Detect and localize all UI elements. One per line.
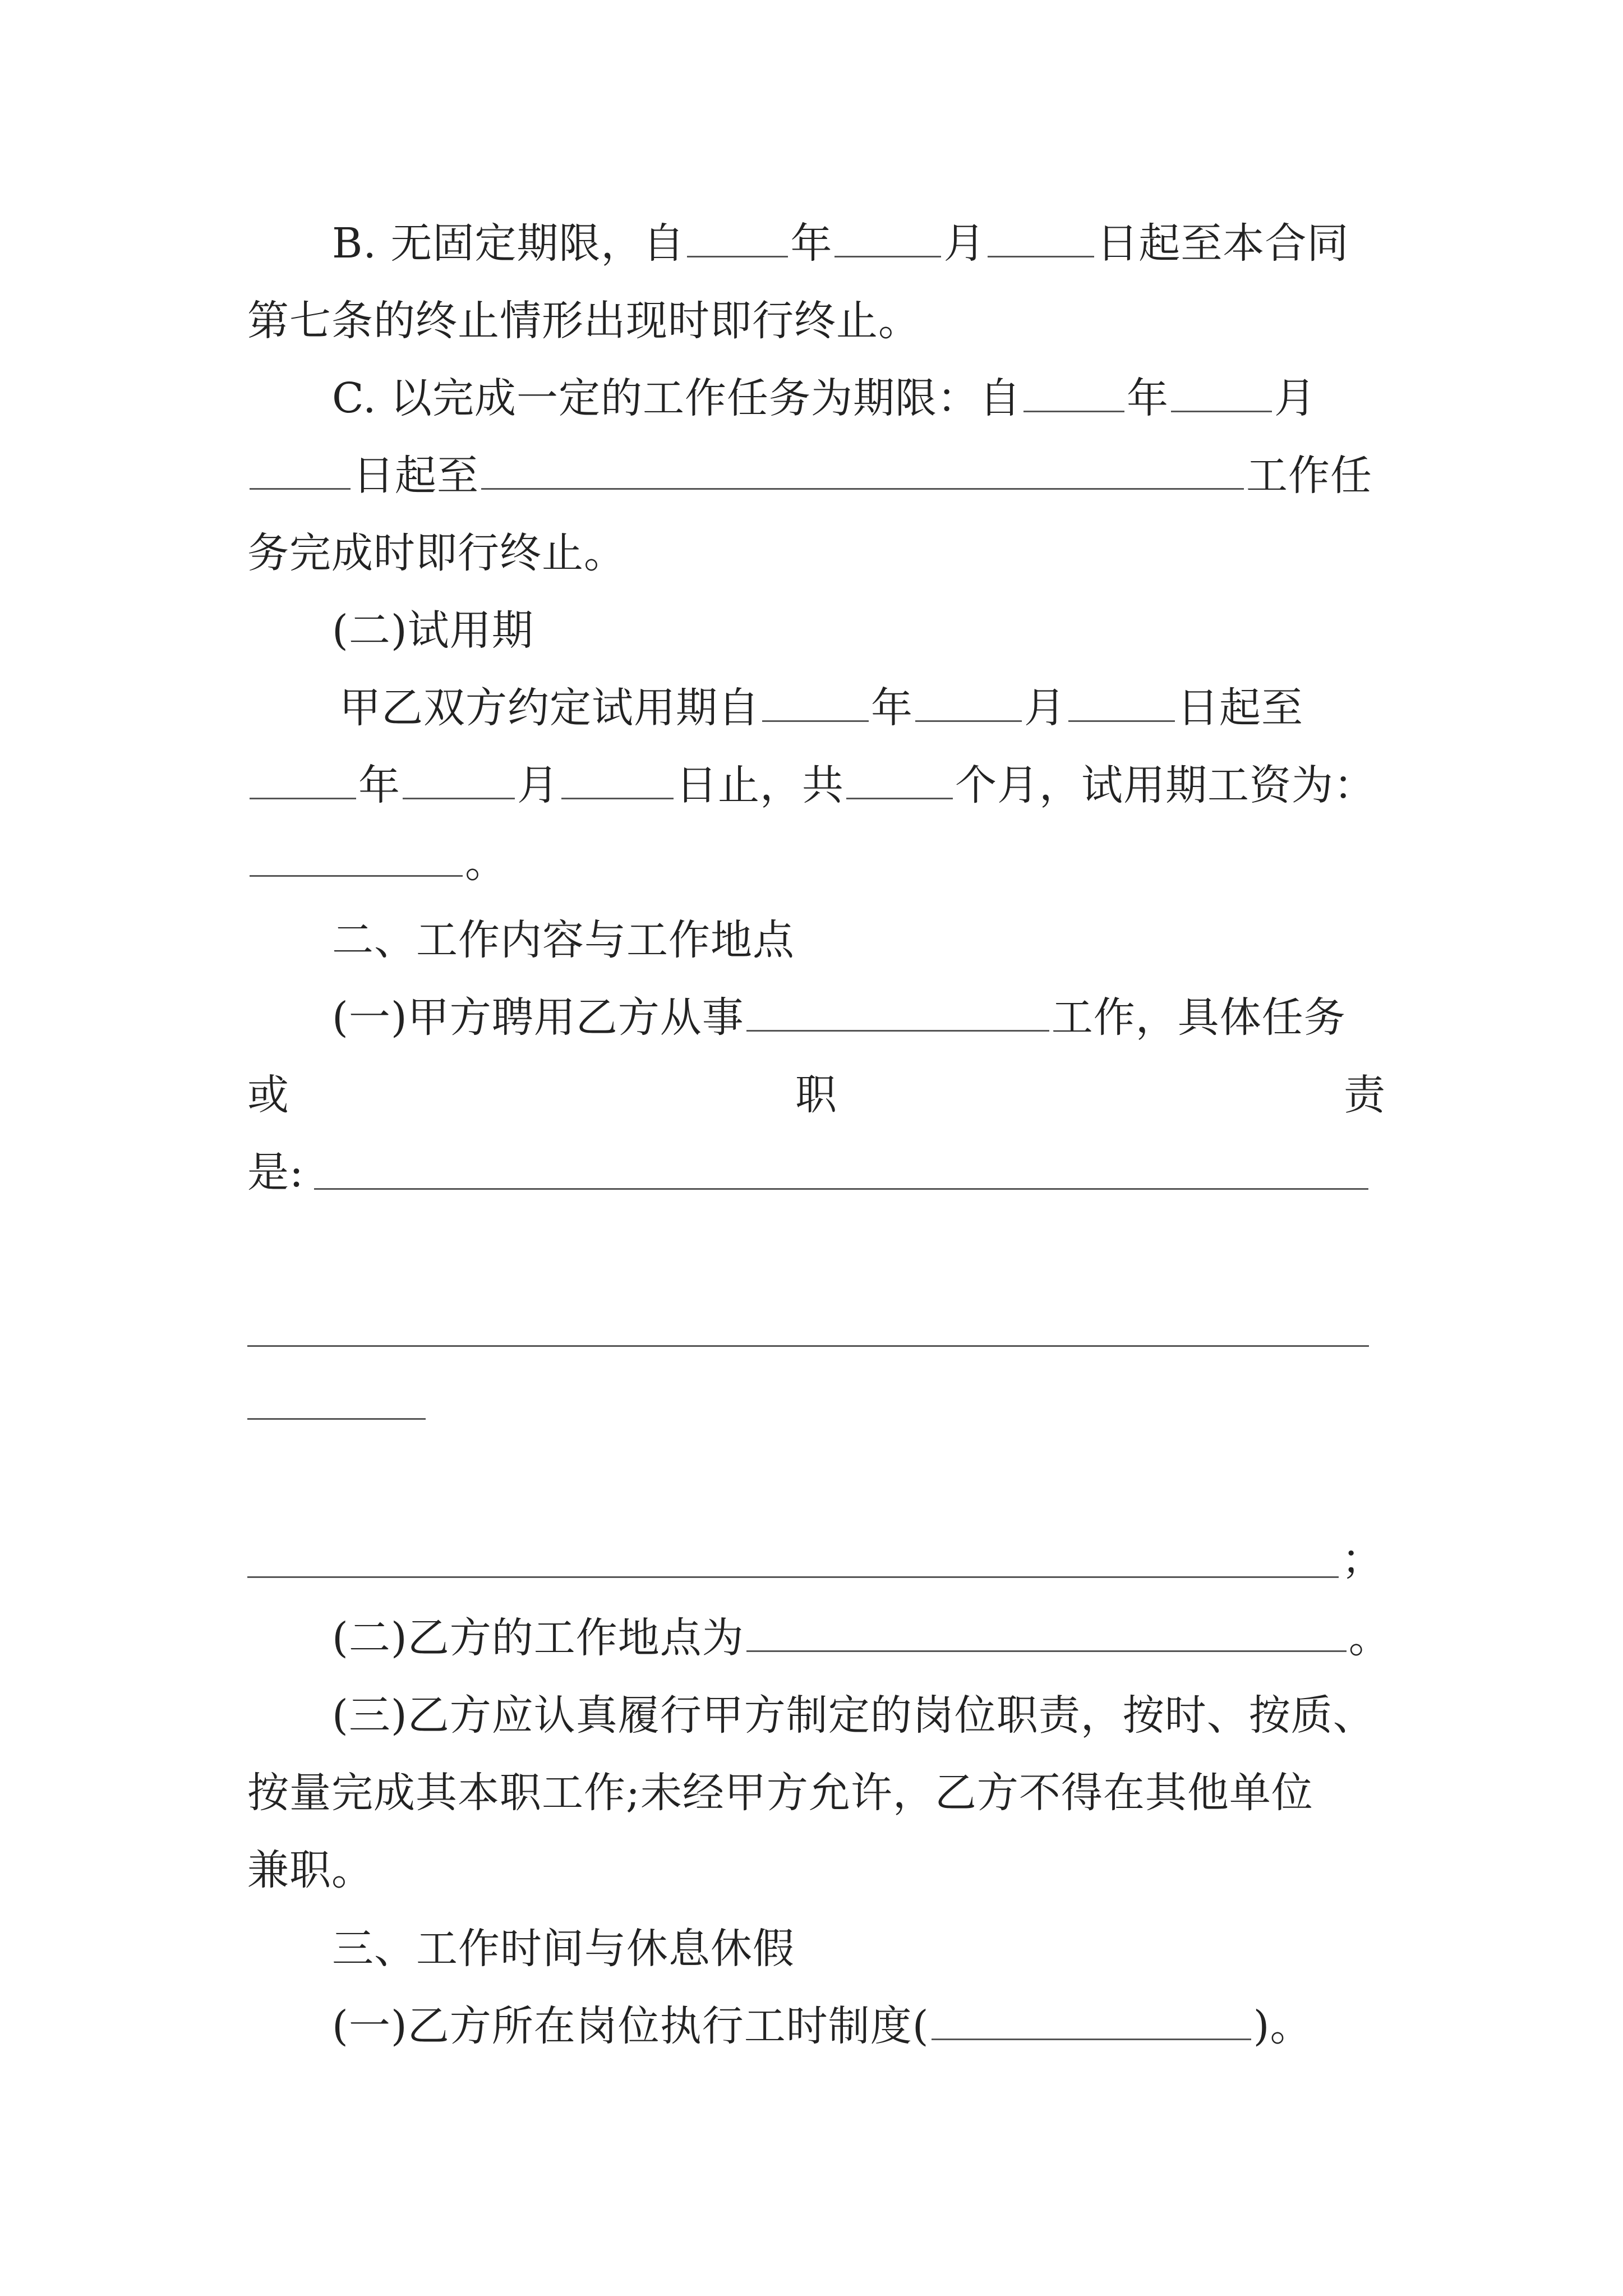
duties-line: [247, 1139, 304, 1206]
text: 月: [943, 219, 986, 268]
task-term-line-2: [247, 442, 1372, 509]
text: 日起至: [1177, 684, 1303, 732]
paragraph-line: 兼职。: [247, 1846, 374, 1894]
job-content-line: [332, 984, 1346, 1051]
section-2-heading: 二、工作内容与工作地点: [332, 916, 795, 964]
paragraph-line: 务完成时即行终止。: [247, 529, 626, 577]
month-blank[interactable]: [915, 687, 1022, 722]
paragraph-line: (三)乙方应认真履行甲方制定的岗位职责，按时、按质、: [332, 1691, 1375, 1740]
semicolon: ；: [1341, 1535, 1383, 1584]
month-blank[interactable]: [1171, 377, 1272, 412]
text: B. 无固定期限，自: [332, 219, 685, 268]
paragraph-line: 第七条的终止情形出现时即行终止。: [247, 297, 920, 345]
task-blank[interactable]: [481, 454, 1244, 490]
duties-blank-4[interactable]: [247, 1576, 1339, 1578]
duties-blank-3[interactable]: [247, 1418, 426, 1420]
probation-line-1: [339, 674, 1303, 742]
text: 日起至: [353, 452, 479, 500]
year-blank[interactable]: [687, 222, 788, 257]
text: 个月，试用期工资为：: [955, 761, 1376, 809]
text: 年: [871, 684, 913, 732]
text: 。: [1348, 1614, 1391, 1662]
task-term-c-line: [332, 365, 1316, 432]
location-blank[interactable]: [746, 1617, 1347, 1652]
duties-blank-2[interactable]: [247, 1345, 1369, 1347]
text: 月: [1274, 374, 1317, 422]
wage-blank[interactable]: [250, 841, 463, 877]
text: 年: [358, 761, 400, 809]
text: 年: [790, 219, 833, 268]
section-3-heading: 三、工作时间与休息休假: [332, 1925, 795, 1973]
text: (一)乙方所在岗位执行工时制度(: [332, 2002, 929, 2050]
day-blank[interactable]: [250, 454, 351, 490]
year-blank[interactable]: [1023, 377, 1124, 412]
text: 甲乙双方约定试用期自: [339, 684, 760, 732]
text: 工作任: [1246, 452, 1372, 500]
text: 年: [1127, 374, 1169, 422]
text: 日止，共: [676, 761, 844, 809]
justified-word: 或: [247, 1071, 289, 1119]
text: C. 以完成一定的工作任务为期限：自: [332, 374, 1022, 422]
text: 日起至本合同: [1096, 219, 1349, 268]
year-blank[interactable]: [762, 687, 869, 722]
text: 。: [465, 839, 507, 887]
work-location-line: [332, 1604, 1391, 1672]
year-blank[interactable]: [250, 764, 356, 799]
text: 工作，具体任务: [1051, 993, 1346, 1042]
hours-system-blank[interactable]: [932, 2005, 1251, 2040]
month-blank[interactable]: [834, 222, 941, 257]
text: (二)乙方的工作地点为: [332, 1614, 744, 1662]
working-hours-line: [332, 1993, 1312, 2060]
day-blank[interactable]: [1068, 687, 1175, 722]
month-blank[interactable]: [403, 764, 515, 799]
day-blank[interactable]: [988, 222, 1094, 257]
text: 月: [517, 761, 559, 809]
duties-blank-1[interactable]: [314, 1188, 1368, 1190]
justified-word: 责: [1344, 1071, 1385, 1119]
fixed-term-b-line: [332, 210, 1349, 277]
justified-word: 职: [795, 1071, 837, 1119]
text: )。: [1253, 2002, 1312, 2050]
probation-line-2: [247, 752, 1376, 819]
text: (一)甲方聘用乙方从事: [332, 993, 744, 1042]
text: 是:: [247, 1148, 304, 1197]
probation-heading: (二)试用期: [332, 606, 534, 655]
job-blank[interactable]: [746, 996, 1049, 1032]
day-blank[interactable]: [561, 764, 674, 799]
probation-wage-line: [247, 829, 507, 896]
paragraph-line: 按量完成其本职工作;未经甲方允许，乙方不得在其他单位: [247, 1769, 1313, 1817]
text: 月: [1024, 684, 1066, 732]
months-count-blank[interactable]: [846, 764, 953, 799]
